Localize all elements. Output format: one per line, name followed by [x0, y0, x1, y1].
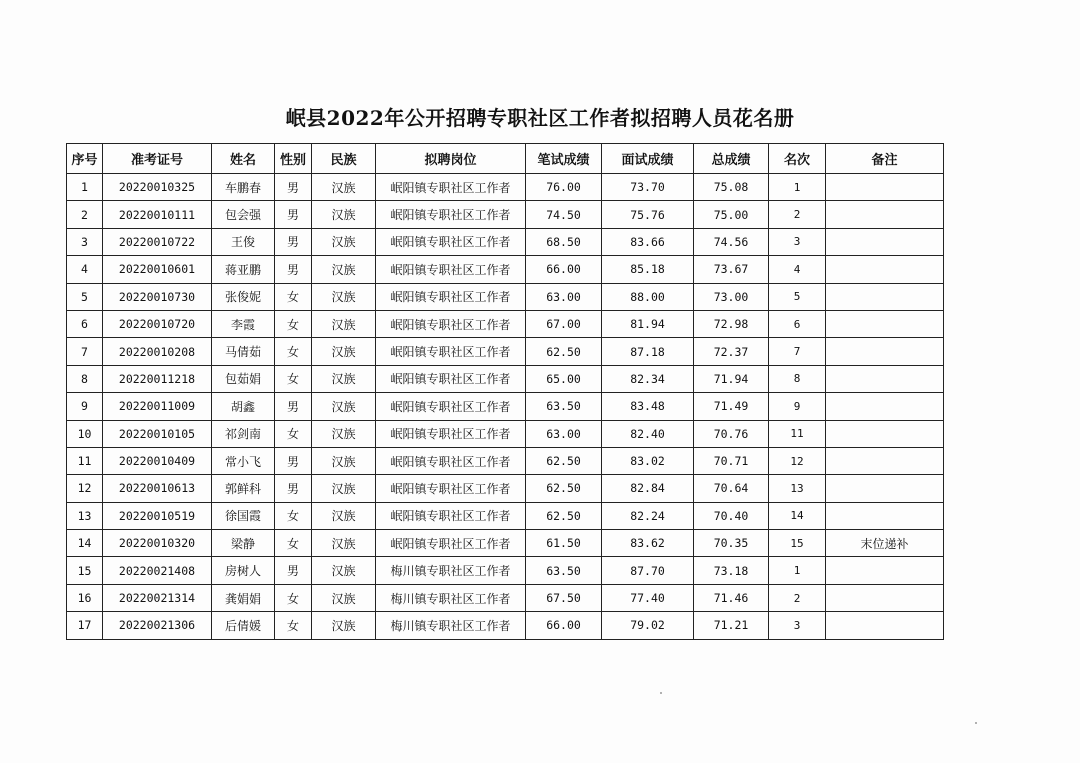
cell-note	[826, 256, 944, 283]
cell-exam-no: 20220010519	[103, 502, 212, 529]
cell-rank: 1	[769, 557, 826, 584]
cell-note	[826, 201, 944, 228]
cell-total-score: 75.08	[694, 174, 769, 201]
cell-written-score: 67.00	[526, 310, 602, 337]
cell-total-score: 70.64	[694, 475, 769, 502]
cell-exam-no: 20220010613	[103, 475, 212, 502]
column-header-position: 拟聘岗位	[376, 144, 526, 174]
cell-written-score: 74.50	[526, 201, 602, 228]
cell-rank: 9	[769, 393, 826, 420]
cell-total-score: 73.18	[694, 557, 769, 584]
table-row	[67, 557, 944, 584]
cell-note	[826, 475, 944, 502]
cell-ethnicity: 汉族	[312, 584, 376, 611]
cell-written-score: 65.00	[526, 365, 602, 392]
cell-written-score: 63.00	[526, 283, 602, 310]
column-header-written-score: 笔试成绩	[526, 144, 602, 174]
cell-gender: 女	[275, 612, 312, 639]
cell-gender: 女	[275, 502, 312, 529]
cell-name: 包会强	[212, 201, 275, 228]
cell-position: 岷阳镇专职社区工作者	[376, 365, 526, 392]
cell-note	[826, 365, 944, 392]
cell-rank: 4	[769, 256, 826, 283]
cell-gender: 男	[275, 393, 312, 420]
cell-gender: 男	[275, 447, 312, 474]
column-header-ethnicity: 民族	[312, 144, 376, 174]
table-row	[67, 530, 944, 557]
cell-name: 王俊	[212, 228, 275, 255]
cell-written-score: 66.00	[526, 612, 602, 639]
cell-note	[826, 447, 944, 474]
cell-interview-score: 87.18	[602, 338, 694, 365]
table-row	[67, 393, 944, 420]
cell-rank: 1	[769, 174, 826, 201]
table-row	[67, 447, 944, 474]
cell-note	[826, 228, 944, 255]
cell-rank: 11	[769, 420, 826, 447]
cell-total-score: 70.40	[694, 502, 769, 529]
cell-rank: 13	[769, 475, 826, 502]
cell-ethnicity: 汉族	[312, 365, 376, 392]
cell-note	[826, 338, 944, 365]
cell-rank: 7	[769, 338, 826, 365]
cell-written-score: 62.50	[526, 338, 602, 365]
cell-written-score: 61.50	[526, 530, 602, 557]
column-header-gender: 性别	[275, 144, 312, 174]
roster-table	[66, 143, 944, 640]
cell-position: 岷阳镇专职社区工作者	[376, 283, 526, 310]
cell-seq: 12	[67, 475, 103, 502]
column-header-interview-score: 面试成绩	[602, 144, 694, 174]
cell-interview-score: 83.62	[602, 530, 694, 557]
cell-total-score: 70.35	[694, 530, 769, 557]
cell-position: 岷阳镇专职社区工作者	[376, 530, 526, 557]
cell-seq: 5	[67, 283, 103, 310]
cell-gender: 女	[275, 530, 312, 557]
cell-total-score: 75.00	[694, 201, 769, 228]
cell-interview-score: 83.48	[602, 393, 694, 420]
cell-ethnicity: 汉族	[312, 338, 376, 365]
cell-gender: 男	[275, 256, 312, 283]
cell-position: 岷阳镇专职社区工作者	[376, 420, 526, 447]
cell-position: 岷阳镇专职社区工作者	[376, 228, 526, 255]
cell-name: 后倩媛	[212, 612, 275, 639]
cell-total-score: 71.49	[694, 393, 769, 420]
cell-total-score: 70.71	[694, 447, 769, 474]
cell-rank: 5	[769, 283, 826, 310]
cell-seq: 7	[67, 338, 103, 365]
cell-rank: 8	[769, 365, 826, 392]
cell-exam-no: 20220021306	[103, 612, 212, 639]
cell-total-score: 71.21	[694, 612, 769, 639]
cell-rank: 3	[769, 228, 826, 255]
cell-exam-no: 20220010601	[103, 256, 212, 283]
cell-note	[826, 393, 944, 420]
cell-position: 岷阳镇专职社区工作者	[376, 502, 526, 529]
cell-rank: 14	[769, 502, 826, 529]
cell-ethnicity: 汉族	[312, 447, 376, 474]
cell-gender: 女	[275, 365, 312, 392]
cell-gender: 女	[275, 584, 312, 611]
cell-interview-score: 83.02	[602, 447, 694, 474]
cell-rank: 15	[769, 530, 826, 557]
cell-gender: 女	[275, 283, 312, 310]
cell-ethnicity: 汉族	[312, 310, 376, 337]
cell-name: 马倩茹	[212, 338, 275, 365]
cell-seq: 4	[67, 256, 103, 283]
cell-written-score: 62.50	[526, 475, 602, 502]
cell-interview-score: 83.66	[602, 228, 694, 255]
cell-name: 张俊妮	[212, 283, 275, 310]
cell-name: 徐国霞	[212, 502, 275, 529]
cell-note	[826, 584, 944, 611]
cell-written-score: 62.50	[526, 502, 602, 529]
cell-interview-score: 79.02	[602, 612, 694, 639]
cell-ethnicity: 汉族	[312, 530, 376, 557]
cell-note	[826, 420, 944, 447]
cell-gender: 女	[275, 310, 312, 337]
cell-total-score: 72.37	[694, 338, 769, 365]
column-header-name: 姓名	[212, 144, 275, 174]
cell-total-score: 71.46	[694, 584, 769, 611]
cell-seq: 17	[67, 612, 103, 639]
column-header-exam-no: 准考证号	[103, 144, 212, 174]
cell-ethnicity: 汉族	[312, 475, 376, 502]
cell-interview-score: 81.94	[602, 310, 694, 337]
cell-position: 岷阳镇专职社区工作者	[376, 201, 526, 228]
cell-exam-no: 20220010722	[103, 228, 212, 255]
cell-interview-score: 82.24	[602, 502, 694, 529]
cell-ethnicity: 汉族	[312, 612, 376, 639]
cell-written-score: 63.50	[526, 557, 602, 584]
table-row	[67, 174, 944, 201]
cell-name: 梁静	[212, 530, 275, 557]
cell-note: 末位递补	[826, 530, 944, 557]
cell-rank: 2	[769, 201, 826, 228]
cell-rank: 3	[769, 612, 826, 639]
table-row	[67, 228, 944, 255]
cell-gender: 男	[275, 475, 312, 502]
cell-exam-no: 20220021408	[103, 557, 212, 584]
column-header-total-score: 总成绩	[694, 144, 769, 174]
cell-position: 梅川镇专职社区工作者	[376, 584, 526, 611]
cell-seq: 3	[67, 228, 103, 255]
cell-exam-no: 20220010320	[103, 530, 212, 557]
document-title: 岷县2022年公开招聘专职社区工作者拟招聘人员花名册	[285, 106, 795, 130]
cell-ethnicity: 汉族	[312, 420, 376, 447]
cell-gender: 男	[275, 201, 312, 228]
scan-speck	[660, 692, 662, 694]
cell-note	[826, 174, 944, 201]
table-row	[67, 310, 944, 337]
column-header-rank: 名次	[769, 144, 826, 174]
cell-name: 蒋亚鹏	[212, 256, 275, 283]
cell-ethnicity: 汉族	[312, 502, 376, 529]
cell-position: 岷阳镇专职社区工作者	[376, 338, 526, 365]
cell-written-score: 62.50	[526, 447, 602, 474]
cell-gender: 男	[275, 228, 312, 255]
cell-position: 岷阳镇专职社区工作者	[376, 310, 526, 337]
cell-ethnicity: 汉族	[312, 283, 376, 310]
cell-interview-score: 73.70	[602, 174, 694, 201]
cell-note	[826, 612, 944, 639]
column-header-note: 备注	[826, 144, 944, 174]
cell-seq: 15	[67, 557, 103, 584]
cell-name: 胡鑫	[212, 393, 275, 420]
cell-note	[826, 310, 944, 337]
cell-seq: 9	[67, 393, 103, 420]
cell-seq: 11	[67, 447, 103, 474]
cell-note	[826, 502, 944, 529]
cell-ethnicity: 汉族	[312, 393, 376, 420]
table-row	[67, 283, 944, 310]
cell-gender: 男	[275, 174, 312, 201]
cell-written-score: 67.50	[526, 584, 602, 611]
cell-written-score: 66.00	[526, 256, 602, 283]
cell-name: 李霞	[212, 310, 275, 337]
cell-rank: 2	[769, 584, 826, 611]
cell-total-score: 73.00	[694, 283, 769, 310]
cell-name: 包茹娟	[212, 365, 275, 392]
table-row	[67, 201, 944, 228]
cell-interview-score: 82.84	[602, 475, 694, 502]
table-row	[67, 584, 944, 611]
cell-position: 岷阳镇专职社区工作者	[376, 256, 526, 283]
table-row	[67, 420, 944, 447]
scan-speck	[975, 722, 977, 724]
cell-gender: 女	[275, 338, 312, 365]
cell-seq: 6	[67, 310, 103, 337]
cell-interview-score: 77.40	[602, 584, 694, 611]
cell-exam-no: 20220021314	[103, 584, 212, 611]
cell-ethnicity: 汉族	[312, 256, 376, 283]
cell-exam-no: 20220010111	[103, 201, 212, 228]
cell-interview-score: 85.18	[602, 256, 694, 283]
header-row	[67, 144, 944, 174]
cell-seq: 16	[67, 584, 103, 611]
cell-written-score: 63.00	[526, 420, 602, 447]
cell-written-score: 63.50	[526, 393, 602, 420]
cell-ethnicity: 汉族	[312, 228, 376, 255]
cell-note	[826, 283, 944, 310]
roster-body	[67, 174, 944, 640]
cell-interview-score: 87.70	[602, 557, 694, 584]
cell-gender: 男	[275, 557, 312, 584]
cell-name: 车鹏春	[212, 174, 275, 201]
cell-seq: 10	[67, 420, 103, 447]
cell-name: 常小飞	[212, 447, 275, 474]
cell-ethnicity: 汉族	[312, 174, 376, 201]
cell-exam-no: 20220010325	[103, 174, 212, 201]
cell-name: 房树人	[212, 557, 275, 584]
cell-ethnicity: 汉族	[312, 557, 376, 584]
cell-seq: 13	[67, 502, 103, 529]
cell-written-score: 76.00	[526, 174, 602, 201]
cell-total-score: 74.56	[694, 228, 769, 255]
cell-position: 梅川镇专职社区工作者	[376, 557, 526, 584]
table-row	[67, 365, 944, 392]
cell-exam-no: 20220010730	[103, 283, 212, 310]
cell-seq: 1	[67, 174, 103, 201]
cell-interview-score: 88.00	[602, 283, 694, 310]
cell-exam-no: 20220010208	[103, 338, 212, 365]
cell-gender: 女	[275, 420, 312, 447]
table-row	[67, 475, 944, 502]
cell-ethnicity: 汉族	[312, 201, 376, 228]
table-row	[67, 502, 944, 529]
cell-exam-no: 20220010409	[103, 447, 212, 474]
cell-rank: 6	[769, 310, 826, 337]
cell-exam-no: 20220011009	[103, 393, 212, 420]
cell-position: 岷阳镇专职社区工作者	[376, 393, 526, 420]
cell-seq: 8	[67, 365, 103, 392]
cell-exam-no: 20220010720	[103, 310, 212, 337]
cell-seq: 14	[67, 530, 103, 557]
cell-interview-score: 75.76	[602, 201, 694, 228]
cell-exam-no: 20220011218	[103, 365, 212, 392]
cell-note	[826, 557, 944, 584]
cell-position: 岷阳镇专职社区工作者	[376, 475, 526, 502]
cell-rank: 12	[769, 447, 826, 474]
cell-total-score: 71.94	[694, 365, 769, 392]
cell-total-score: 72.98	[694, 310, 769, 337]
cell-seq: 2	[67, 201, 103, 228]
cell-position: 岷阳镇专职社区工作者	[376, 174, 526, 201]
cell-exam-no: 20220010105	[103, 420, 212, 447]
cell-name: 龚娟娟	[212, 584, 275, 611]
table-row	[67, 338, 944, 365]
cell-name: 郭鲜科	[212, 475, 275, 502]
cell-written-score: 68.50	[526, 228, 602, 255]
column-header-seq: 序号	[67, 144, 103, 174]
cell-name: 祁剑南	[212, 420, 275, 447]
table-row	[67, 612, 944, 639]
cell-position: 梅川镇专职社区工作者	[376, 612, 526, 639]
cell-total-score: 70.76	[694, 420, 769, 447]
cell-total-score: 73.67	[694, 256, 769, 283]
cell-interview-score: 82.40	[602, 420, 694, 447]
cell-position: 岷阳镇专职社区工作者	[376, 447, 526, 474]
cell-interview-score: 82.34	[602, 365, 694, 392]
table-row	[67, 256, 944, 283]
